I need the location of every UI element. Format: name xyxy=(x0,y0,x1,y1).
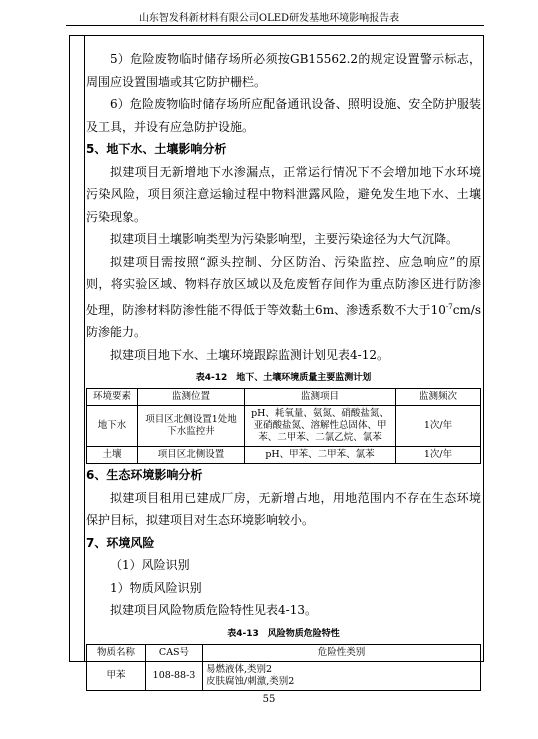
paragraph: 拟建项目地下水、土壤环境跟踪监测计划见表4-12。 xyxy=(110,347,389,362)
table-cell: 甲苯 xyxy=(87,661,146,690)
paragraph: 拟建项目租用已建成厂房，无新增占地，用地范围内不存在生态环境保护目标，拟建项目对生态环境影响较小。 xyxy=(86,490,481,527)
table-row xyxy=(87,406,481,447)
table-caption: 表4-13 风险物质危险特性 xyxy=(227,628,340,639)
table-cell: pH、甲苯、二甲苯、氯苯 xyxy=(245,447,396,464)
monitoring-plan-table xyxy=(86,388,481,464)
header-rule xyxy=(66,25,484,26)
section-heading: 5、地下水、土壤影响分析 xyxy=(86,142,227,156)
table-row xyxy=(87,661,481,690)
paragraph: 1）物质风险识别 xyxy=(110,580,202,595)
table-header-row xyxy=(87,644,481,661)
hazard-class-line: 皮肤腐蚀/刺激,类别2 xyxy=(206,675,295,687)
hazard-properties-table xyxy=(86,644,481,691)
table-cell: 1次/年 xyxy=(396,447,481,464)
paragraph: 拟建项目无新增地下水渗漏点，正常运行情况下不会增加地下水环境污染风险，项目须注意运输过程中物料泄露风险，避免发生地下水、土壤污染现象。 xyxy=(86,164,481,224)
table-header-cell: 监测位置 xyxy=(138,389,245,406)
table-header-row xyxy=(87,389,481,406)
table-caption: 表4-12 地下、土壤环境质量主要监测计划 xyxy=(195,373,372,383)
table-cell xyxy=(203,661,481,690)
table-cell: 项目区北侧设置1处地下水监控井 xyxy=(138,406,245,447)
frame-left-column xyxy=(84,35,85,662)
paragraph-text: cm/s防渗能力。 xyxy=(86,302,481,339)
table-cell: 地下水 xyxy=(87,406,138,447)
page-header: 山东智发科新材料有限公司OLED研发基地环境影响报告表 xyxy=(138,13,400,24)
paragraph-text: 拟建项目需按照“源头控制、分区防治、污染监控、应急响应”的原则，将实验区域、物料存放区域以及危废暂存间作为重点防渗区进行防渗处理，防渗材料防渗性能不得低于等效黏土6m、渗透系数不大于10 xyxy=(86,254,481,317)
table-header-cell: 监测项目 xyxy=(245,389,396,406)
table-cell: 1次/年 xyxy=(396,406,481,447)
hazard-class-line: 易燃液体,类别2 xyxy=(206,663,273,675)
table-header-cell: 物质名称 xyxy=(87,644,146,661)
section-heading: 7、环境风险 xyxy=(86,535,155,550)
document-body xyxy=(86,48,481,691)
table-header-cell: 环境要素 xyxy=(87,389,138,406)
paragraph xyxy=(86,251,481,344)
exponent: -7 xyxy=(445,302,453,311)
table-header-cell: 监测频次 xyxy=(396,389,481,406)
table-cell: 108-88-3 xyxy=(146,661,203,690)
paragraph: （1）风险识别 xyxy=(110,558,190,572)
table-row xyxy=(87,447,481,464)
paragraph: 拟建项目风险物质危险特性见表4-13。 xyxy=(110,603,317,617)
paragraph: 5）危险废物临时储存场所必须按GB15562.2的规定设置警示标志，周围应设置围墙或其它防护栅栏。 xyxy=(86,52,481,89)
section-heading: 6、生态环境影响分析 xyxy=(86,468,203,482)
paragraph: 6）危险废物临时储存场所应配备通讯设备、照明设施、安全防护服装及工具，并设有应急防护设施。 xyxy=(86,97,481,134)
paragraph: 拟建项目土壤影响类型为污染影响型，主要污染途径为大气沉降。 xyxy=(110,232,459,246)
table-header-cell: CAS号 xyxy=(146,644,203,661)
table-cell: 项目区北侧设置 xyxy=(138,447,245,464)
table-cell: pH、耗氧量、氨氮、硝酸盐氮、亚硝酸盐氮、溶解性总固体、甲苯、二甲苯、二氯乙烷、氯苯 xyxy=(245,406,396,447)
table-cell: 土壤 xyxy=(87,447,138,464)
page-number: 55 xyxy=(262,694,276,705)
table-header-cell: 危险性类别 xyxy=(203,644,481,661)
